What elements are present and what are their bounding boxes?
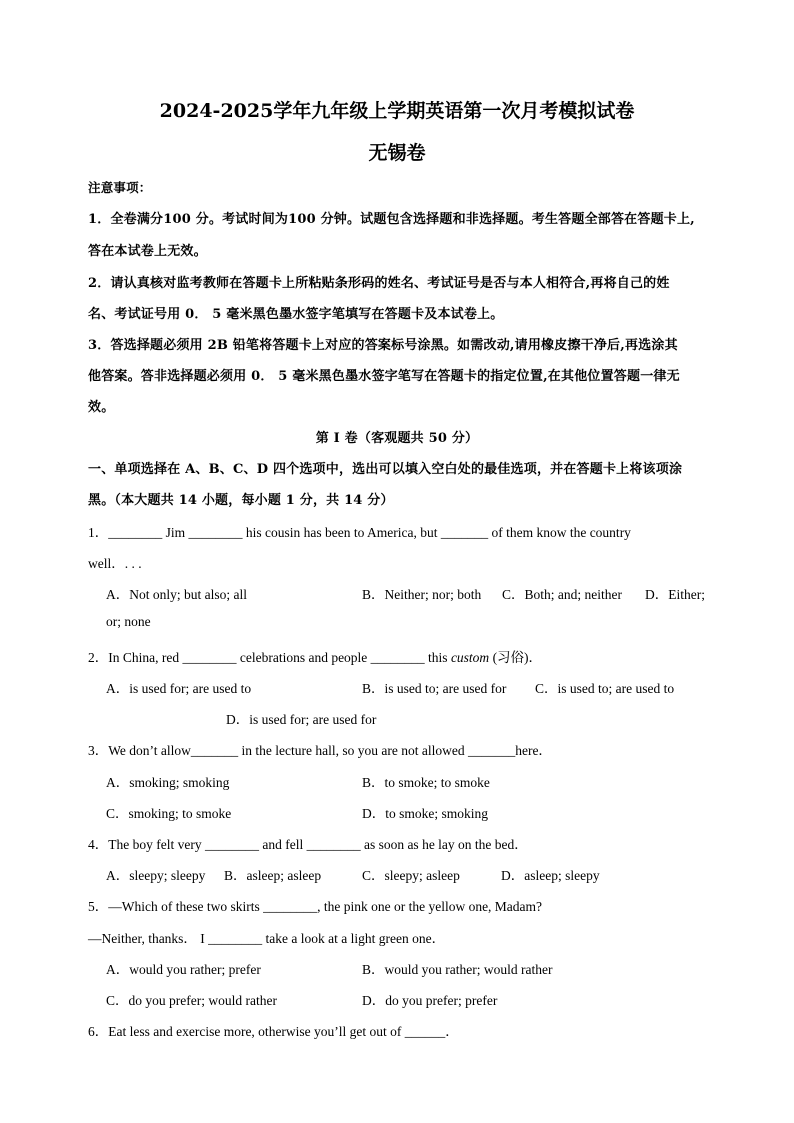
page-title: 2024-2025学年九年级上学期英语第一次月考模拟试卷 xyxy=(159,100,635,122)
notice-heading: 注意事项： xyxy=(88,180,152,195)
page-subtitle: 无锡卷 xyxy=(368,142,426,164)
question-3-stem: 3．We don’t allow_______ in the lecture hall, so you are not allowed _______here． xyxy=(88,743,552,758)
notice-item-1-line-2: 答在本试卷上无效。 xyxy=(88,244,207,259)
question-1-option-b: B．Neither; nor; both xyxy=(362,587,482,602)
question-4-option-d: D．asleep; sleepy xyxy=(501,868,600,883)
notice-item-2-line-1: 2．请认真核对监考教师在答题卡上所粘贴条形码的姓名、考试证号是否与本人相符合,再将自己的姓 xyxy=(88,276,670,291)
question-4-stem: 4．The boy felt very ________ and fell ________ as soon as he lay on the bed． xyxy=(88,837,528,852)
question-4-option-b: B．asleep; asleep xyxy=(224,868,322,883)
part-heading: 第 I 卷（客观题共 50 分） xyxy=(315,431,479,446)
question-2-stem-end: (习俗)． xyxy=(489,650,543,665)
question-1-option-c: C．Both; and; neither xyxy=(502,587,622,602)
question-1-stem-line-2: well．. . . xyxy=(88,556,142,571)
question-5-option-b: B．would you rather; would rather xyxy=(362,962,553,977)
question-2-option-b: B．is used to; are used for xyxy=(362,681,507,696)
notice-item-3-line-1: 3．答选择题必须用 2B 铅笔将答题卡上对应的答案标号涂黑。如需改动,请用橡皮擦干净后,再选涂其 xyxy=(88,338,678,353)
question-2-stem xyxy=(88,646,542,666)
question-2-option-c: C．is used to; are used to xyxy=(535,681,675,696)
question-4-option-a: A．sleepy; sleepy xyxy=(106,868,206,883)
question-5-stem-line-2: —Neither, thanks． I ________ take a look at a light green one． xyxy=(88,931,446,946)
question-1-stem-line-1: 1．________ Jim ________ his cousin has been to America, but _______ of them know the country xyxy=(88,525,631,540)
question-2-stem-italic: custom xyxy=(450,650,490,665)
question-2-option-a: A．is used for; are used to xyxy=(106,681,252,696)
question-5-stem-line-1: 5．—Which of these two skirts ________, the pink one or the yellow one, Madam? xyxy=(88,899,543,914)
question-5-option-c: C．do you prefer; would rather xyxy=(106,993,277,1008)
question-3-option-a: A．smoking; smoking xyxy=(106,775,230,790)
section-instruction-line-2: 黑。（本大题共 14 小题，每小题 1 分，共 14 分） xyxy=(88,493,394,508)
question-5-option-a: A．would you rather; prefer xyxy=(106,962,261,977)
question-3-option-b: B．to smoke; to smoke xyxy=(362,775,490,790)
notice-item-3-line-3: 效。 xyxy=(88,400,115,415)
question-1-option-d: D．Either; xyxy=(645,587,705,602)
question-3-option-c: C．smoking; to smoke xyxy=(106,806,232,821)
question-5-option-d: D．do you prefer; prefer xyxy=(362,993,498,1008)
notice-item-2-line-2: 名、考试证号用 0． 5 毫米黑色墨水签字笔填写在答题卡及本试卷上。 xyxy=(88,307,504,322)
question-1-option-a: A．Not only; but also; all xyxy=(106,587,247,602)
question-2-stem-text: 2．In China, red ________ celebrations and people ________ this xyxy=(88,650,451,665)
question-1-option-d-continued: or; none xyxy=(106,614,151,629)
notice-item-1-line-1: 1．全卷满分100 分。考试时间为100 分钟。试题包含选择题和非选择题。考生答题全部答在答题卡上, xyxy=(88,212,695,227)
question-4-option-c: C．sleepy; asleep xyxy=(362,868,460,883)
question-3-option-d: D．to smoke; smoking xyxy=(362,806,489,821)
question-6-stem: 6．Eat less and exercise more, otherwise you’ll get out of ______． xyxy=(88,1024,459,1039)
section-instruction-line-1: 一、单项选择在 A、B、C、D 四个选项中，选出可以填入空白处的最佳选项，并在答题卡上将该项涂 xyxy=(88,462,683,477)
question-2-option-d: D．is used for; are used for xyxy=(226,712,377,727)
notice-item-3-line-2: 他答案。答非选择题必须用 0． 5 毫米黑色墨水签字笔写在答题卡的指定位置,在其他位置答题一律无 xyxy=(88,369,680,384)
